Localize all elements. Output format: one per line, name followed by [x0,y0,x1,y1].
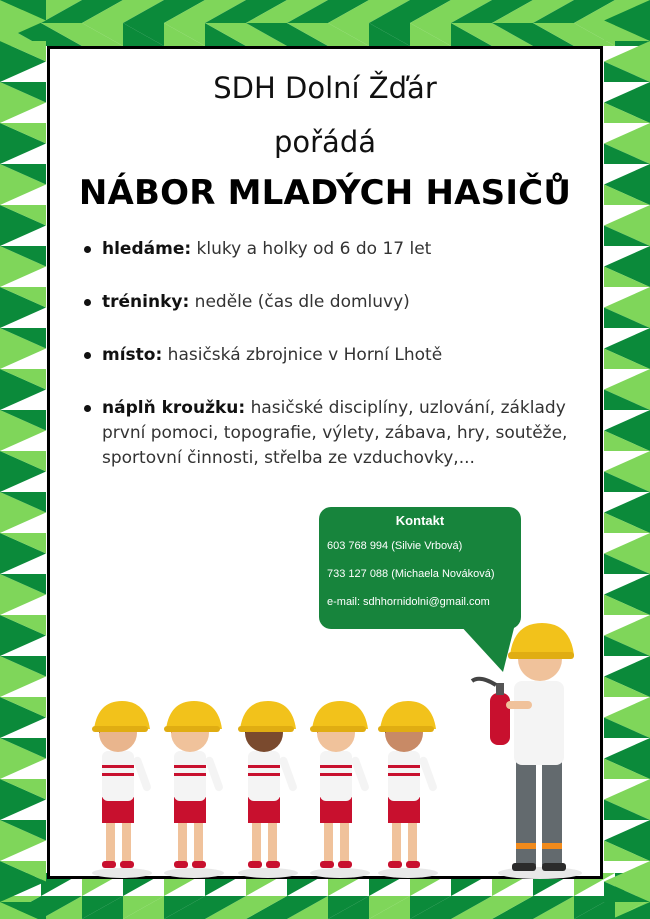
kid-shadow [378,868,438,878]
organizes-text: pořádá [273,125,377,159]
adult-boot [542,863,566,871]
adult-leg [542,761,562,865]
kid-helmet-brim [164,726,220,732]
adult-helmet [510,623,574,655]
info-item-program [82,396,572,471]
kid-leg [408,819,417,863]
extinguisher-hose [472,679,496,685]
adult-reflective-stripe [516,843,536,849]
kid-shirt-stripe [320,765,352,768]
info-item-trainings [82,290,572,315]
extinguisher-valve [496,683,504,695]
adult-arm [506,701,532,709]
info-value: hasičská zbrojnice v Horní Lhotě [162,345,443,365]
kid-shirt-stripe [248,765,280,768]
kid-arm [204,756,224,793]
info-label: náplň kroužku: [102,398,246,418]
kid-shoe [266,861,280,868]
kid-helmet-brim [310,726,366,732]
kid-leg [178,819,187,863]
young-firefighters-illustration [50,619,606,882]
kid-shoe [320,861,334,868]
kid-leg [252,819,261,863]
kid-shirt-stripe [174,765,206,768]
kid-helmet [94,701,150,729]
kid-leg [122,819,131,863]
kid-shadow [164,868,224,878]
adult-leg [516,761,536,865]
organization-name: SDH Dolní Žďár [213,71,437,105]
kid-shoe [192,861,206,868]
info-label: místo: [102,345,163,365]
kid-shirt-stripe [174,773,206,776]
kid-shirt-stripe [248,773,280,776]
contact-title: Kontakt [395,513,445,528]
info-value: hasičské disciplíny, uzlování, základy první pomoci, topografie, výlety, zábava, hry, soutěže, sportovní činnosti, střelba ze vzduchovky,... [102,398,568,468]
kid-leg [268,819,277,863]
adult-shadow [498,867,582,879]
kid-shirt-stripe [388,765,420,768]
kid-shoe [120,861,134,868]
kid-leg [324,819,333,863]
kid-leg [194,819,203,863]
kid-shoe [248,861,262,868]
kid-shirt-stripe [320,773,352,776]
kid-helmet-brim [378,726,434,732]
kid-helmet [240,701,296,729]
fire-extinguisher-icon [490,693,510,745]
adult-reflective-stripe [542,843,562,849]
info-list [82,237,572,499]
adult-boot [512,863,536,871]
kid-shoe [388,861,402,868]
info-item-place [82,343,572,368]
kid-shadow [310,868,370,878]
info-label: hledáme: [102,239,192,259]
poster-sheet [47,46,603,879]
kid-arm [132,756,152,793]
poster-title: NÁBOR MLADÝCH HASIČŮ [78,173,572,213]
adult-helmet-brim [508,652,574,659]
kid-shirt-stripe [102,773,134,776]
kid-shirt-stripe [388,773,420,776]
kid-shoe [102,861,116,868]
kid-leg [392,819,401,863]
kid-arm [278,756,298,793]
kid-shoe [174,861,188,868]
contact-bubble [319,507,521,629]
kid-helmet [380,701,436,729]
kid-helmet [312,701,368,729]
kid-arm [350,756,370,793]
kid-shadow [238,868,298,878]
info-value: kluky a holky od 6 do 17 let [191,239,432,259]
kid-shoe [338,861,352,868]
contact-phone-2[interactable]: 733 127 088 (Michaela Nováková) [327,568,495,580]
adult-shirt [514,681,564,765]
info-label: tréninky: [102,292,190,312]
kid-arm [418,756,438,793]
contact-email[interactable]: e-mail: sdhhornidolni@gmail.com [327,596,490,608]
contact-phone-1[interactable]: 603 768 994 (Silvie Vrbová) [327,540,463,552]
info-item-looking-for [82,237,572,262]
kid-helmet-brim [92,726,148,732]
kid-shadow [92,868,152,878]
kid-helmet-brim [238,726,294,732]
kid-leg [340,819,349,863]
kid-helmet [166,701,222,729]
info-value: neděle (čas dle domluvy) [189,292,410,312]
kid-shirt-stripe [102,765,134,768]
kid-shoe [406,861,420,868]
kid-leg [106,819,115,863]
